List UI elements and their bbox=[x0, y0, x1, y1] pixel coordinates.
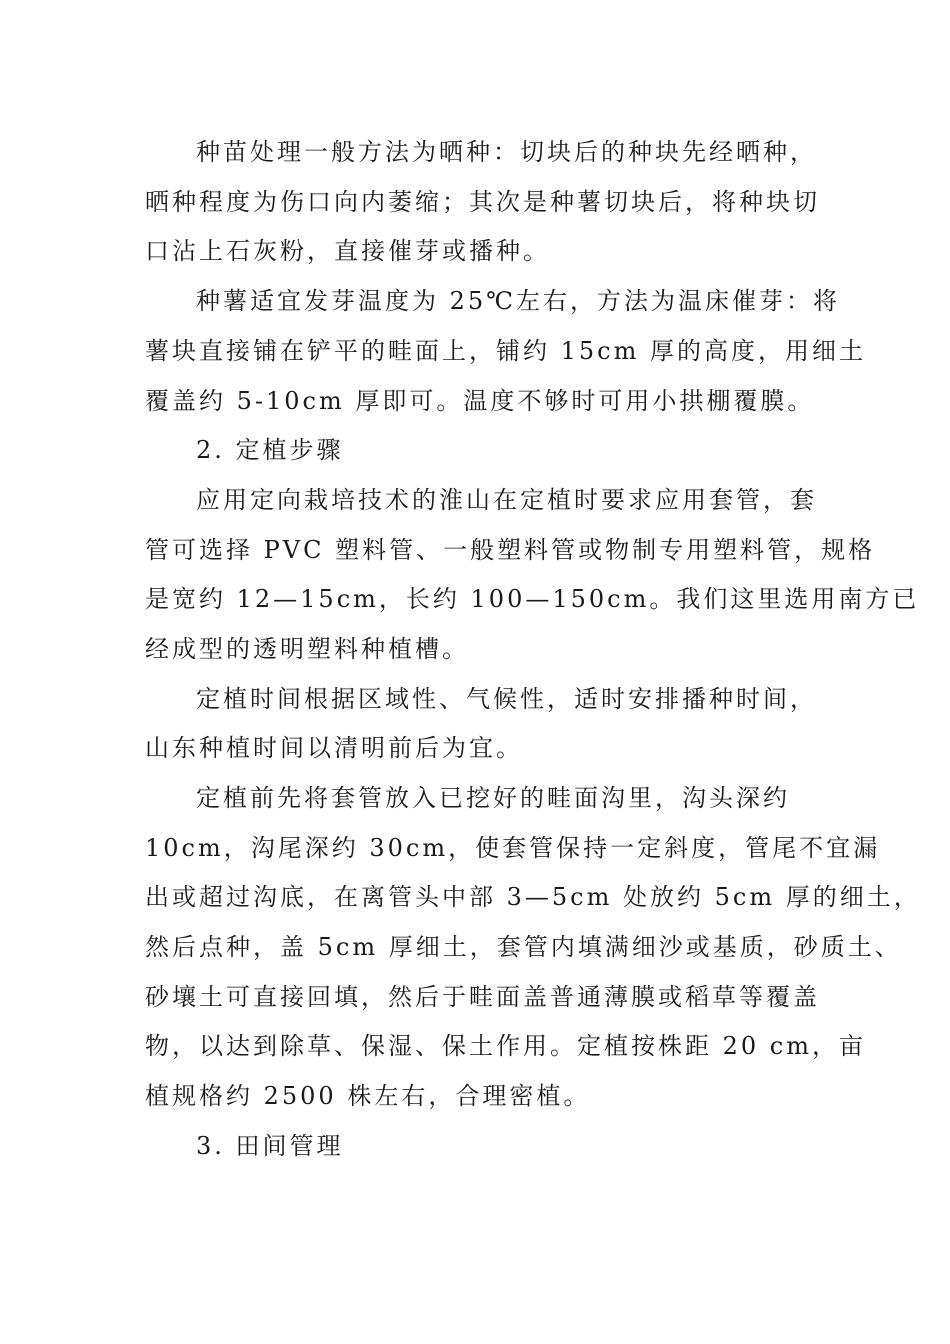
paragraph-line: 10cm，沟尾深约 30cm，使套管保持一定斜度，管尾不宜漏 bbox=[145, 834, 881, 862]
section-heading: 2. 定植步骤 bbox=[196, 436, 344, 464]
paragraph-line: 晒种程度为伤口向内萎缩；其次是种薯切块后，将种块切 bbox=[145, 188, 820, 216]
section-heading: 3. 田间管理 bbox=[196, 1132, 344, 1160]
paragraph-line: 定植时间根据区域性、气候性，适时安排播种时间， bbox=[196, 685, 817, 713]
paragraph-line: 山东种植时间以清明前后为宜。 bbox=[145, 734, 523, 762]
paragraph-line: 覆盖约 5-10cm 厚即可。温度不够时可用小拱棚覆膜。 bbox=[145, 387, 815, 415]
paragraph-line: 应用定向栽培技术的淮山在定植时要求应用套管，套 bbox=[196, 486, 817, 514]
paragraph-line: 然后点种，盖 5cm 厚细土，套管内填满细沙或基质，砂质土、 bbox=[145, 933, 902, 961]
paragraph-line: 口沾上石灰粉，直接催芽或播种。 bbox=[145, 237, 550, 265]
paragraph-line: 经成型的透明塑料种植槽。 bbox=[145, 635, 469, 663]
paragraph-line: 是宽约 12—15cm，长约 100—150cm。我们这里选用南方已 bbox=[145, 585, 920, 613]
paragraph-line: 管可选择 PVC 塑料管、一般塑料管或物制专用塑料管，规格 bbox=[145, 536, 876, 564]
paragraph-line: 物，以达到除草、保湿、保土作用。定植按株距 20 cm，亩 bbox=[145, 1032, 866, 1060]
paragraph-line: 定植前先将套管放入已挖好的畦面沟里，沟头深约 bbox=[196, 784, 790, 812]
paragraph-line: 薯块直接铺在铲平的畦面上，铺约 15cm 厚的高度，用细土 bbox=[145, 337, 866, 365]
paragraph-line: 种苗处理一般方法为晒种：切块后的种块先经晒种， bbox=[196, 138, 817, 166]
paragraph-line: 砂壤土可直接回填，然后于畦面盖普通薄膜或稻草等覆盖 bbox=[145, 983, 820, 1011]
paragraph-line: 出或超过沟底，在离管头中部 3—5cm 处放约 5cm 厚的细土， bbox=[145, 883, 921, 911]
paragraph-line: 植规格约 2500 株左右，合理密植。 bbox=[145, 1082, 591, 1110]
paragraph-line: 种薯适宜发芽温度为 25℃左右，方法为温床催芽：将 bbox=[196, 287, 841, 315]
